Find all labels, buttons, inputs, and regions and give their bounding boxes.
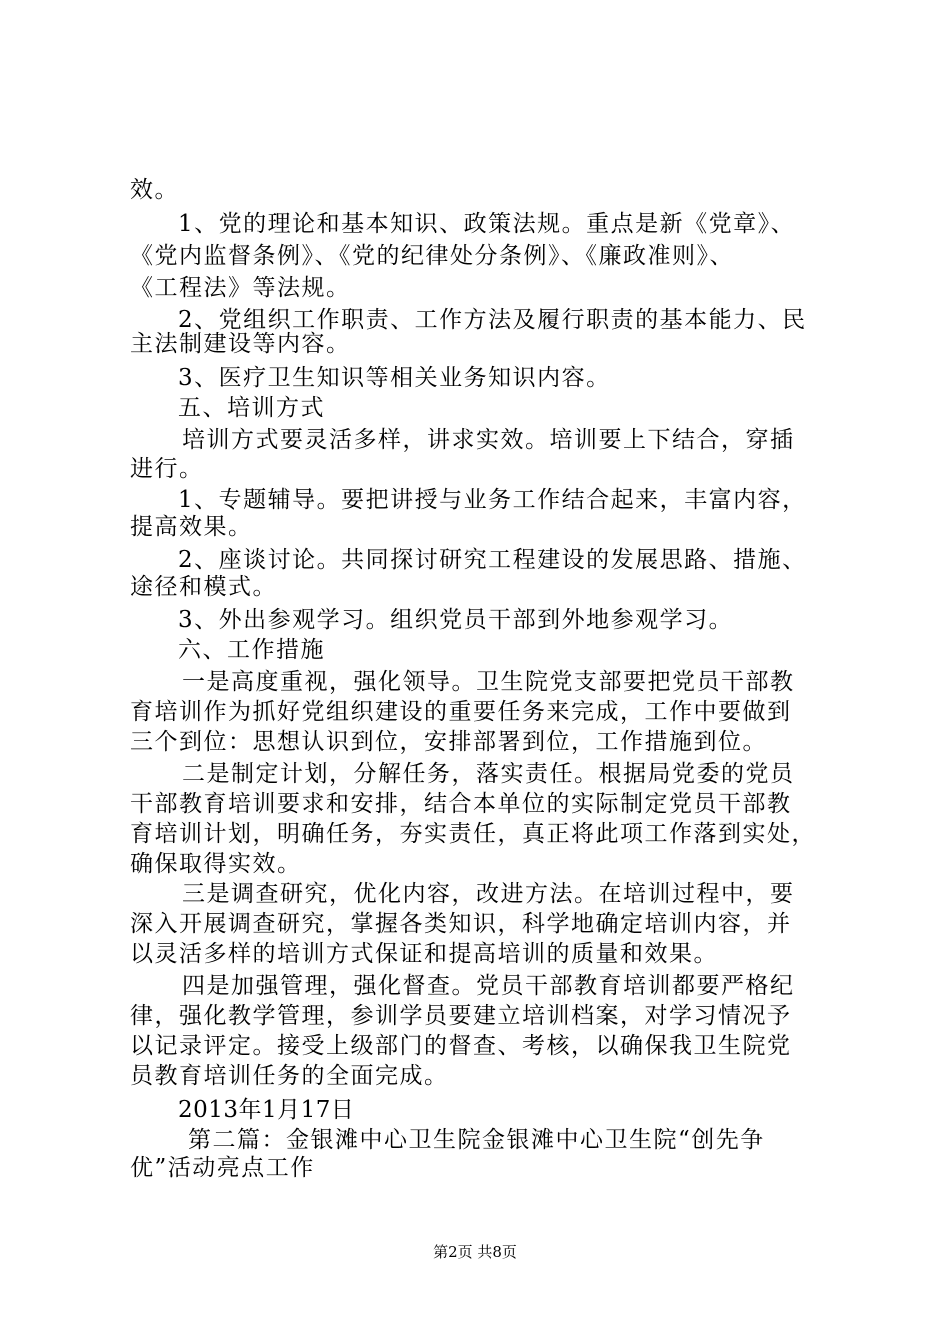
text-line: 三是调查研究，优化内容，改进方法。在培训过程中，要 (182, 881, 795, 907)
text-line: 律，强化教学管理，参训学员要建立培训档案，对学习情况予 (130, 1003, 792, 1029)
text-line: 1、专题辅导。要把讲授与业务工作结合起来，丰富内容， (178, 487, 807, 513)
text-line: 第二篇：金银滩中心卫生院金银滩中心卫生院“创先争 (188, 1127, 765, 1153)
text-line: 1、党的理论和基本知识、政策法规。重点是新《党章》、 (178, 211, 796, 237)
section-heading: 五、培训方式 (178, 395, 325, 421)
text-line: 主法制建设等内容。 (130, 331, 351, 357)
text-line: 育培训计划，明确任务，夯实责任，真正将此项工作落到实处， (130, 821, 816, 847)
text-line: 三个到位：思想认识到位，安排部署到位，工作措施到位。 (130, 729, 767, 755)
text-line: 3、医疗卫生知识等相关业务知识内容。 (178, 365, 611, 391)
text-line: 以灵活多样的培训方式保证和提高培训的质量和效果。 (130, 941, 718, 967)
text-line: 3、外出参观学习。组织党员干部到外地参观学习。 (178, 607, 734, 633)
text-line: 途径和模式。 (130, 574, 277, 600)
text-line: 以记录评定。接受上级部门的督查、考核，以确保我卫生院党 (130, 1033, 792, 1059)
text-line: 一是高度重视，强化领导。卫生院党支部要把党员干部教 (182, 669, 795, 695)
text-line: 进行。 (130, 456, 204, 482)
text-line: 育培训作为抓好党组织建设的重要任务来完成，工作中要做到 (130, 699, 792, 725)
page-number: 第2页 共8页 (433, 1243, 517, 1261)
date-line: 2013年1月17日 (178, 1097, 355, 1123)
text-line: 2、党组织工作职责、工作方法及履行职责的基本能力、民 (178, 307, 807, 333)
text-line: 《党内监督条例》、《党的纪律处分条例》、《廉政准则》、 (130, 243, 734, 269)
text-line: 深入开展调查研究，掌握各类知识，科学地确定培训内容，并 (130, 911, 792, 937)
text-line: 2、座谈讨论。共同探讨研究工程建设的发展思路、措施、 (178, 547, 807, 573)
section-heading: 六、工作措施 (178, 637, 325, 663)
text-line: 二是制定计划，分解任务，落实责任。根据局党委的党员 (182, 761, 795, 787)
text-line: 提高效果。 (130, 514, 253, 540)
text-line: 优”活动亮点工作 (130, 1155, 315, 1181)
text-line: 确保取得实效。 (130, 851, 302, 877)
text-line: 培训方式要灵活多样，讲求实效。培训要上下结合，穿插 (182, 427, 795, 453)
text-line: 四是加强管理，强化督查。党员干部教育培训都要严格纪 (182, 973, 795, 999)
text-line: 干部教育培训要求和安排，结合本单位的实际制定党员干部教 (130, 791, 792, 817)
text-line: 《工程法》等法规。 (130, 275, 351, 301)
text-line: 员教育培训任务的全面完成。 (130, 1063, 449, 1089)
text-line: 效。 (130, 177, 179, 203)
